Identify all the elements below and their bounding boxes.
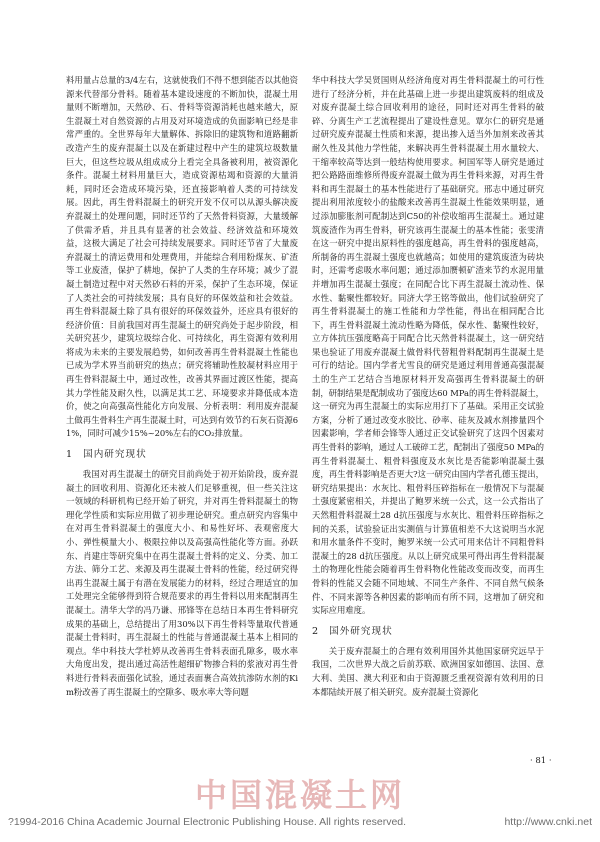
section-number: 1 [66, 449, 74, 461]
section-title: 国外研究现状 [329, 625, 393, 637]
page-footer [8, 816, 592, 828]
section-heading-domestic [66, 448, 298, 462]
body-paragraph: 我国对再生混凝土的研究目前尚处于初开始阶段，废弃混凝土的回收利用、资源化还未被人们足够重视，但一些关注这一领域的科研机构已经开始了研究，并对再生骨料混凝土的物理化学性质和实际应用做了初步理论研究。重点研究内容集中在对再生骨料混凝土的强度大小、和易性好坏、表观密度大小、弹性模量大小、极限拉伸以及高强高性能化等方面。孙跃东、肖建庄等研究集中在再生混凝土骨料的定义、分类、加工方法、筛分工艺、来源及再生混凝土骨料的性能，经过研究得出再生混凝土属于有潜在发展能力的材料，经过合理适宜的加工处理完全能够得到符合规范要求的再生骨料以用来配制再生混凝土。清华大学的冯乃谦、邢锋等在总结日本再生骨料研究成果的基础上，总结提出了用30%以下再生骨料等量取代普通混凝土骨料时，再生混凝土的性能与普通混凝土基本上相同的观点。华中科技大学杜婷从改善再生骨料表面孔隙多，吸水率大角度出发，提出通过高活性超细矿物掺合料的浆液对再生骨料进行骨料表面强化试验，通过表面裹合高效抗渗防水剂的Kim粉改善了再生混凝土的空隙多、吸水率大等问题 [66, 469, 298, 697]
section-number: 2 [312, 625, 320, 637]
section-heading-foreign [312, 625, 544, 639]
footer-url: http://www.cnki.net [504, 816, 592, 828]
body-paragraph: 关于废弃混凝土的合理有效利用国外其他国家研究远早于我国，二次世界大战之后前苏联、欧洲国家如德国、法国、意大利、美国、澳大利亚和由于资源匮乏重视资源有效利用的日本都陆续开展了相关研究。废弃混凝土资源化 [312, 645, 544, 697]
page-number: · 81 · [530, 756, 552, 766]
watermark-logo-text: 中国混凝土网 [194, 776, 405, 814]
body-paragraph: 华中科技大学吴贤国则从经济角度对再生骨料混凝土的可行性进行了经济分析，并在此基础上进一步提出建筑废料的组成及对废弃混凝土综合回收利用的途径，同时还对再生骨料的破碎、分离生产工艺流程提出了建设性意见。覃尔仁的研究是通过研究废弃混凝土性质和来源，提出掺入适当外加剂来改善其耐久性及其他力学性能，来解决再生骨料混凝土用水量较大、干缩率较高等达到一般结构使用要求。柯国军等人研究是通过把公路路面维修所得废弃混凝土做为再生骨料来源，对再生骨料和再生混凝土的基本性能进行了基础研究。邢志中通过研究提出利用浓度较小的盐酸来改善再生混凝土性能效果明显，通过添加膨胀剂可配制达到C50的补偿收缩再生混凝土。通过建筑废渣作为再生骨料，研究该再生混凝土的基本性能；张雯清在这一研究中提出原料性的强度越高，再生骨料的强度越高，所制备的再生混凝土强度也就越高；如使用的建筑废渣为砖块时，还需考虑吸水率问题；通过添加赝顿矿渣来节约水泥用量并增加再生混凝土强度；在同配合比下再生混凝土流动性、保水性、黏聚性都较好。同济大学王铭等做出，他们试验研究了再生骨料混凝土的施工性能和力学性能，得出在相同配合比下，再生骨料混凝土流动性略为降低，保水性、黏聚性较好，立方体抗压强度略高于同配合比天然骨料混凝土，这一研究结果也验证了用废弃混凝土做骨料代替粗骨料配制再生混凝土是可行的结论。国内学者尤雪良的研究是通过利用普通高强混凝土的生产工艺结合当地原材料开发高强再生骨料混凝土的研制，研制结果是配制成功了强度达60 MPa的再生骨料混凝土，这一研究为再生混凝土的实际应用打下了基础。采用正交试验方案，分析了通过改变水胶比、砂率、硅灰及减水剂掺量四个因素影响，学者师会锋等人通过正交试验研究了这四个因素对再生骨料的影响，通过人工破碎工艺，配制出了强度50 MPa的再生骨料混凝土、粗骨料强度及水灰比是否能影响混凝土强度，再生骨料影响是否更大?这一研究由国内学者孔德玉提出，研究结果提出：水灰比、粗骨料压碎指标在一般情况下与混凝土强度紧密相关，并提出了鲍罗米统一公式，这一公式指出了天然粗骨料混凝土28 d抗压强度与水灰比、粗骨料压碎指标之间的关系，试验验证出实测值与计算值相差不大这说明当水泥和用水量条件不变时，鲍罗米统一公式可用来估计不同粗骨料混凝土的28 d抗压强度。从以上研究成果可得出再生骨料混凝土的物理化性能会随着再生骨料物化性能改变而改变，而再生骨料的性能又会随不同地域、不同生产条件、不同自然气候条件、不同来源等各种因素的影响而有所不同，这增加了研究和实际应用难度。 [312, 75, 544, 616]
section-title: 国内研究现状 [83, 449, 147, 461]
right-column [312, 74, 544, 699]
left-column [66, 74, 298, 699]
copyright-notice: ?1994-2016 China Academic Journal Electronic Publishing House. All rights reserved. [8, 816, 407, 828]
body-paragraph: 料用量占总量的3/4左右，这就使我们不得不想到能否以其他资源来代替部分骨料。随着基本建设速度的不断加快，混凝土用量则不断增加，天然砂、石、骨料等资源消耗也越来越大，原生混凝土对自然资源的占用及对环境造成的负面影响已经是非常严重的。全世界每年大量解体、拆除旧的建筑物和道路翻新改造产生的废弃混凝土以及在新建过程中产生的建筑垃圾数量巨大，但这些垃圾从组成成分上看完全具备被利用，被资源化条件。混凝土材料用量巨大，造成资源枯竭和资源的大量消耗，同时还会造成环境污染，还直接影响着人类的可持续发展。因此，再生骨料混凝土的研究开发不仅可以从源头解决废弃混凝土的处理问题，同时还节约了天然骨料资源，大量缓解了供需矛盾，并且具有显著的社会效益、经济效益和环境效益，这极大满足了社会可持续发展要求。同时还节省了大量废弃混凝土的清运费用和处理费用，并能综合利用粉煤灰、矿渣等工业废渣，保护了耕地，保护了人类的生存环境；减少了混凝土制造过程中对天然砂石料的开采，保护了生态环境，保证了人类社会的可持续发展；具有良好的环保效益和社会效益。再生骨料混凝土除了具有很好的环保效益外，还应具有很好的经济价值：目前我国对再生混凝土的研究尚处于起步阶段，相关研究甚少，建筑垃圾综合化、可持续化，再生资源有效利用将成为未来的主要发展趋势，如何改善再生骨料混凝土性能也已成为学术界当前研究的热点；研究将辅助性胶凝材料应用于再生骨料混凝土中，通过改性，改善其界面过渡区性能，提高其力学性能及耐久性，以满足其工艺、环境要求并降低成本造价，使之向高强高性能化方向发展、分析表明：利用废弃混凝土做再生骨料生产再生混凝土时，可达到有效节约石灰石资源61%，同时可减少15%~20%左右的CO₂排放量。 [66, 75, 298, 439]
